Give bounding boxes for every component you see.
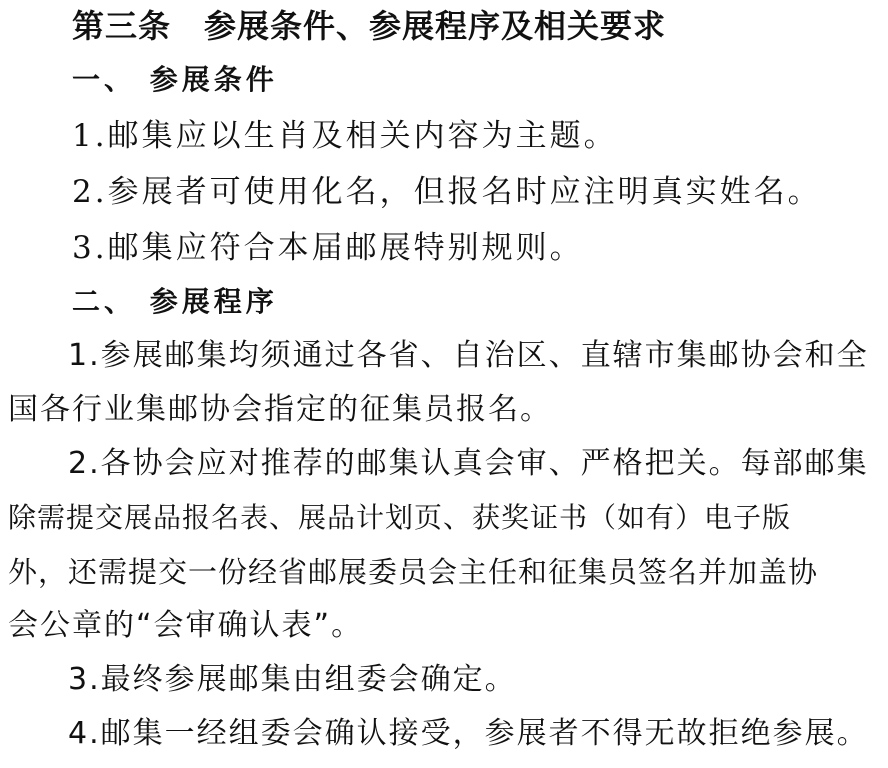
procedure-item-2-line-3: 外，还需提交一份经省邮展委员会主任和征集员签名并加盖协 <box>8 555 819 589</box>
procedure-item-2-line-1: 2.各协会应对推荐的邮集认真会审、严格把关。每部邮集 <box>68 446 869 481</box>
condition-item-1: 1.邮集应以生肖及相关内容为主题。 <box>72 118 618 154</box>
procedure-item-1-line-1: 1.参展邮集均须通过各省、自治区、直辖市集邮协会和全 <box>68 338 869 373</box>
condition-item-3: 3.邮集应符合本届邮展特别规则。 <box>72 230 584 266</box>
procedure-item-4: 4.邮集一经组委会确认接受，参展者不得无故拒绝参展。 <box>68 716 869 751</box>
section-heading-participation-conditions: 一、 参展条件 <box>72 63 278 96</box>
procedure-item-3: 3.最终参展邮集由组委会确定。 <box>68 662 517 697</box>
condition-item-2: 2.参展者可使用化名，但报名时应注明真实姓名。 <box>72 174 822 210</box>
section-heading-participation-procedure: 二、 参展程序 <box>72 285 278 318</box>
procedure-item-2-line-4: 会公章的“会审确认表”。 <box>8 608 364 643</box>
article-title: 第三条 参展条件、参展程序及相关要求 <box>72 7 667 45</box>
procedure-item-2-line-2: 除需提交展品报名表、展品计划页、获奖证书（如有）电子版 <box>8 501 792 534</box>
procedure-item-1-line-2: 国各行业集邮协会指定的征集员报名。 <box>8 392 552 427</box>
